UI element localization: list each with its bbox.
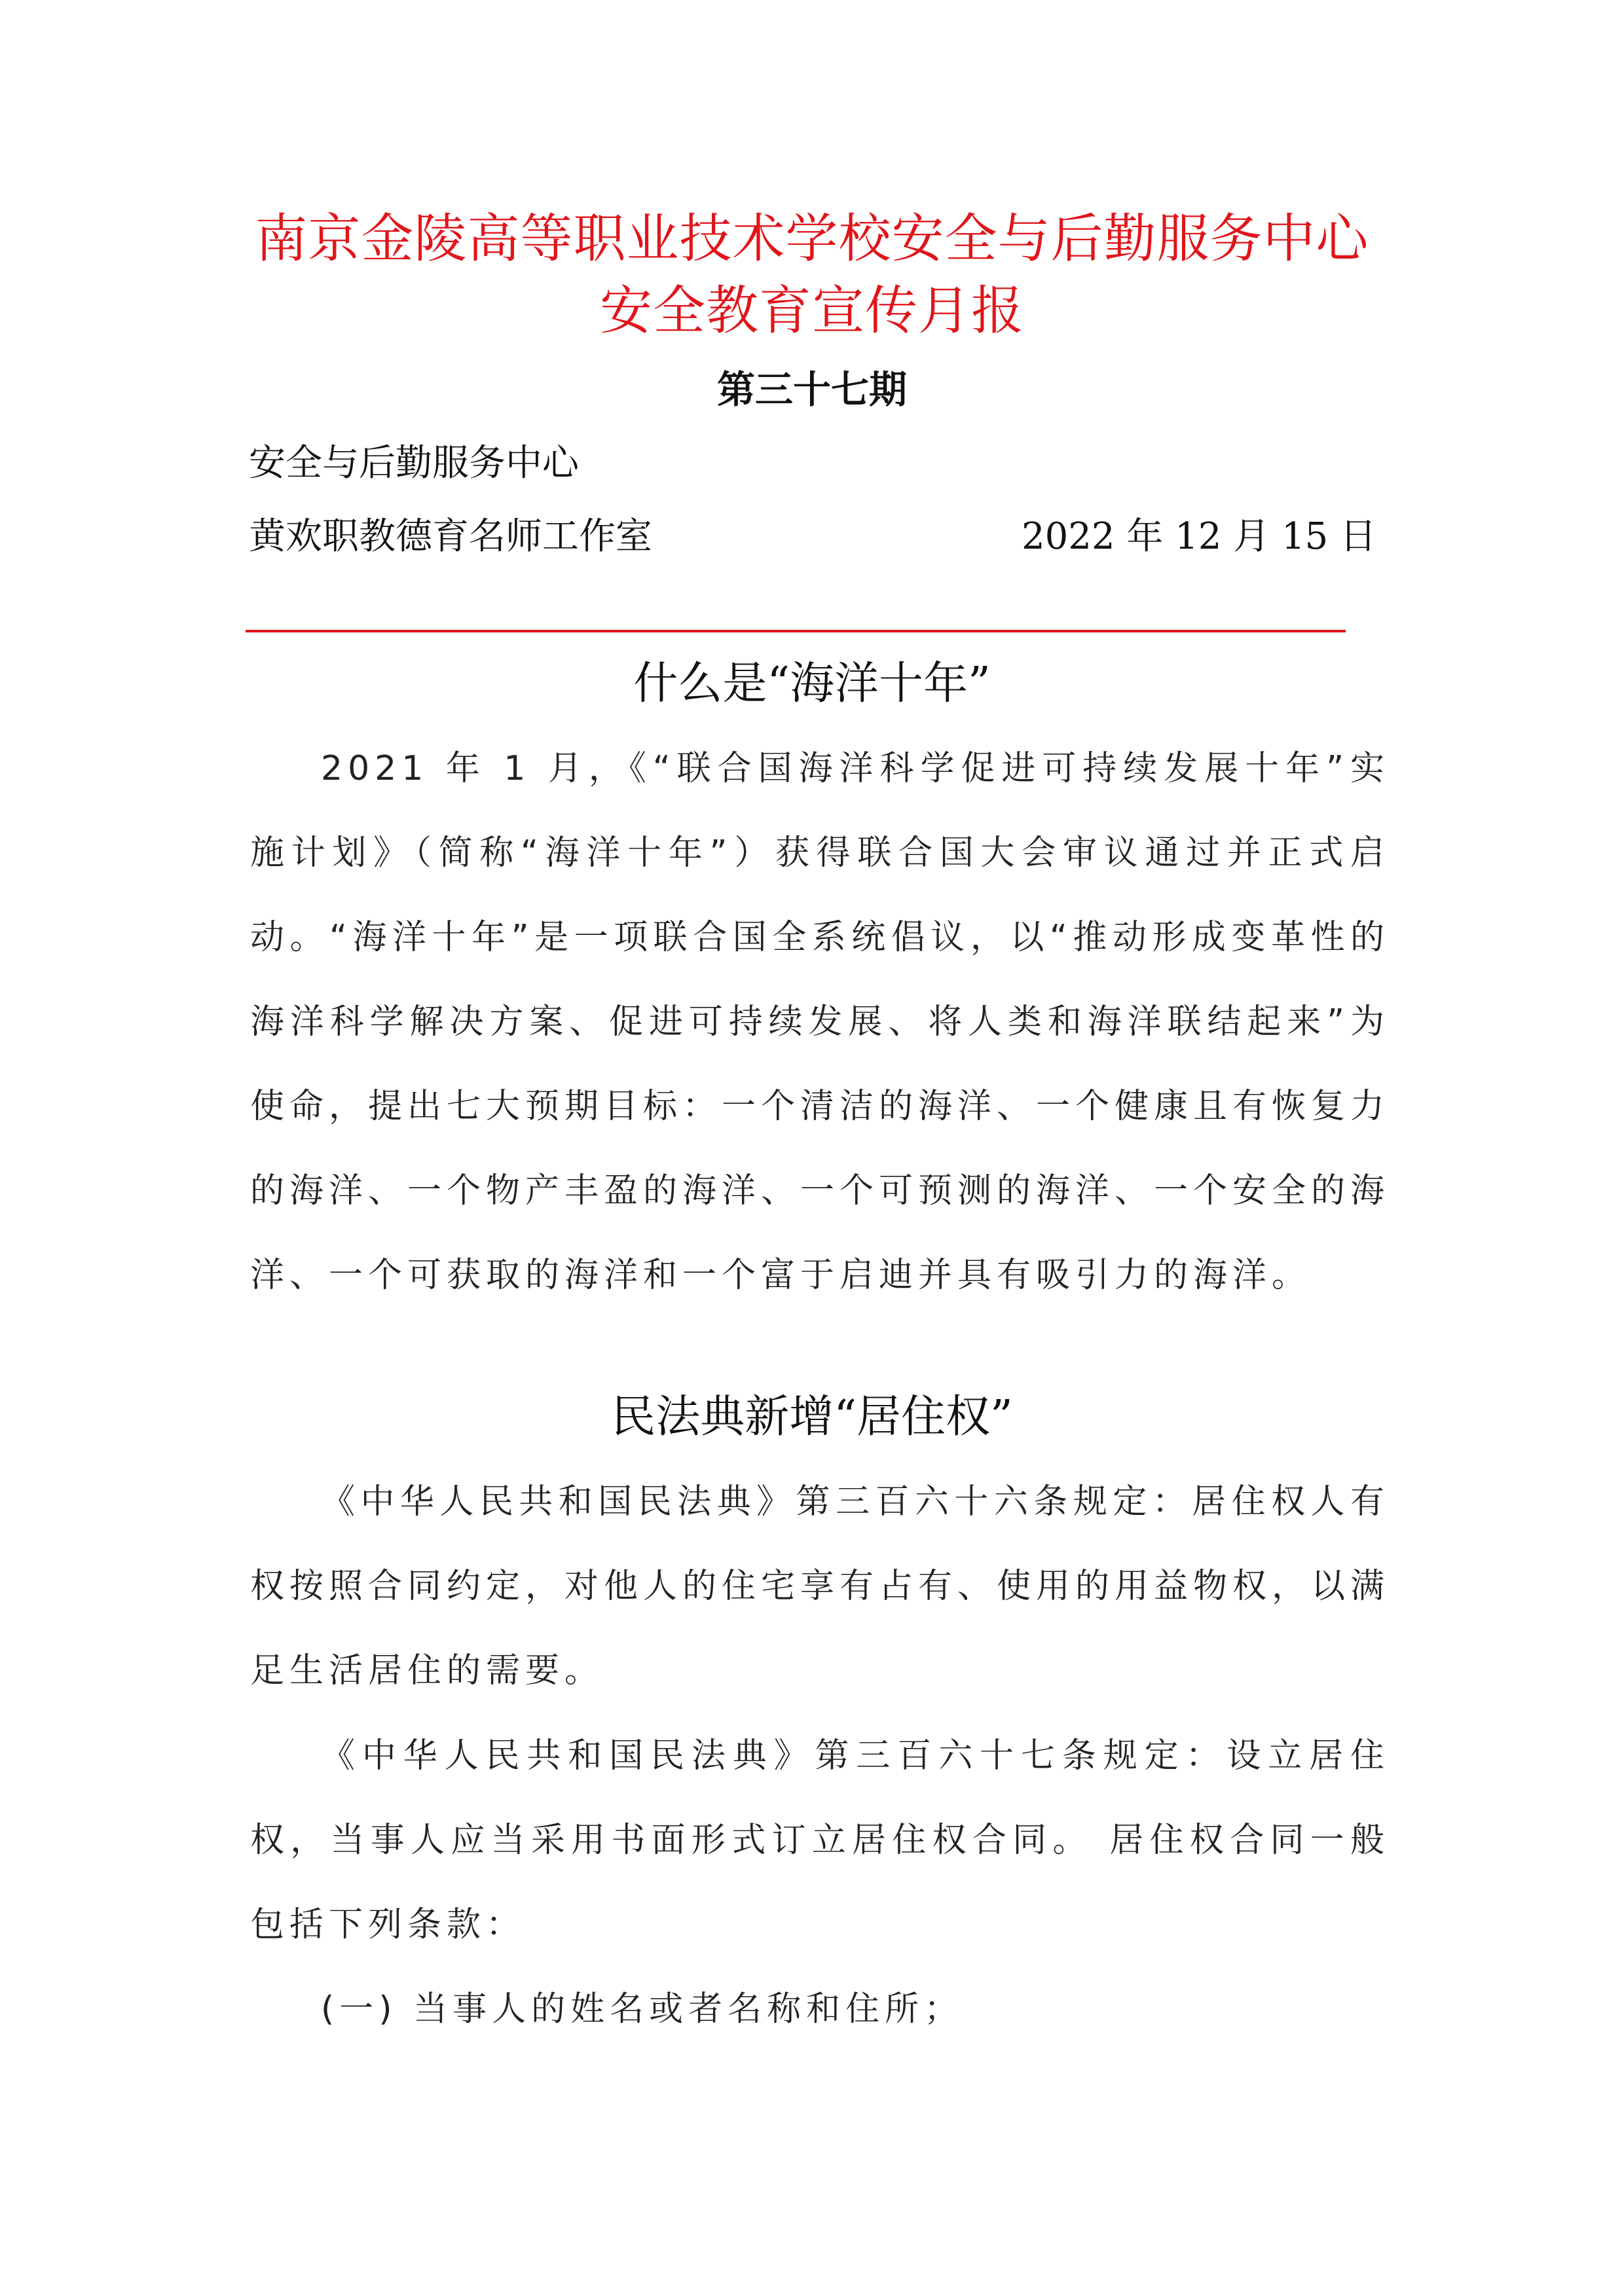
publisher-org: 安全与后勤服务中心 bbox=[249, 442, 579, 484]
document-title: 南京金陵高等职业技术学校安全与后勤服务中心 bbox=[255, 208, 1369, 269]
publish-date: 2022 年 12 月 15 日 bbox=[1022, 515, 1377, 558]
document-subtitle: 安全教育宣传月报 bbox=[600, 280, 1024, 341]
section-paragraph: 《中华人民共和国民法典》第三百六十七条规定：设立居住权，当事人应当采用书面形式订立居住权合同。 居住权合同一般包括下列条款： bbox=[250, 1736, 1390, 1944]
section-heading-ocean-decade: 什么是“海洋十年” bbox=[633, 658, 991, 710]
list-item: (一) 当事人的姓名或者名称和住所； bbox=[321, 1990, 964, 2029]
publisher-studio: 黄欢职教德育名师工作室 bbox=[249, 515, 652, 558]
section-paragraph: 《中华人民共和国民法典》第三百六十六条规定：居住权人有权按照合同约定，对他人的住宅享有占有、使用的用益物权，以满足生活居住的需要。 bbox=[250, 1482, 1390, 1690]
section-paragraph: 2021 年 1 月，《“联合国海洋科学促进可持续发展十年”实施计划》（简称“海洋十年”）获得联合国大会审议通过并正式启动。“海洋十年”是一项联合国全系统倡议，以“推动形成变革性的海洋科学解决方案、促进可持续发展、将人类和海洋联结起来”为使命，提出七大预期目标：一个清洁的海洋、一个健康且有恢复力的海洋、一个物产丰盈的海洋、一个可预测的海洋、一个安全的海洋、一个可获取的海洋和一个富于启迪并具有吸引力的海洋。 bbox=[250, 749, 1390, 1295]
header-divider bbox=[246, 630, 1346, 632]
section-heading-residence-right: 民法典新增“居住权” bbox=[611, 1391, 1013, 1443]
issue-number: 第三十七期 bbox=[716, 367, 907, 412]
